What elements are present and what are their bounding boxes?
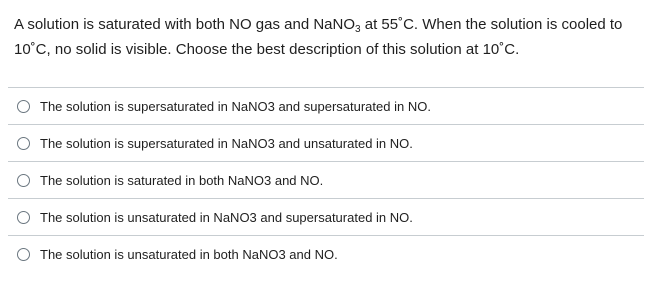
question-text-part1: A solution is saturated with both NO gas and NaNO [14, 16, 356, 33]
answer-label: The solution is supersaturated in NaNO3 and supersaturated in NO. [40, 98, 431, 114]
answer-label: The solution is unsaturated in NaNO3 and supersaturated in NO. [40, 209, 413, 225]
radio-button[interactable] [17, 248, 30, 261]
radio-button[interactable] [17, 174, 30, 187]
answer-option-5[interactable] [8, 235, 644, 272]
answer-label: The solution is unsaturated in both NaNO3 and NO. [40, 246, 338, 262]
question-subscript: 3 [355, 24, 361, 35]
answer-option-4[interactable] [8, 198, 644, 235]
answer-option-3[interactable] [8, 161, 644, 198]
question-text-part2: at 55˚C. When the solution is cooled to 10˚C, no solid is visible. Choose the best description of this solution at 10˚C. [14, 16, 623, 58]
radio-button[interactable] [17, 100, 30, 113]
answer-option-1[interactable] [8, 87, 644, 124]
answer-option-2[interactable] [8, 124, 644, 161]
radio-button[interactable] [17, 211, 30, 224]
answer-label: The solution is saturated in both NaNO3 and NO. [40, 172, 324, 188]
radio-button[interactable] [17, 137, 30, 150]
answer-list [8, 87, 644, 272]
question-text [14, 12, 639, 62]
answer-label: The solution is supersaturated in NaNO3 and unsaturated in NO. [40, 135, 413, 151]
